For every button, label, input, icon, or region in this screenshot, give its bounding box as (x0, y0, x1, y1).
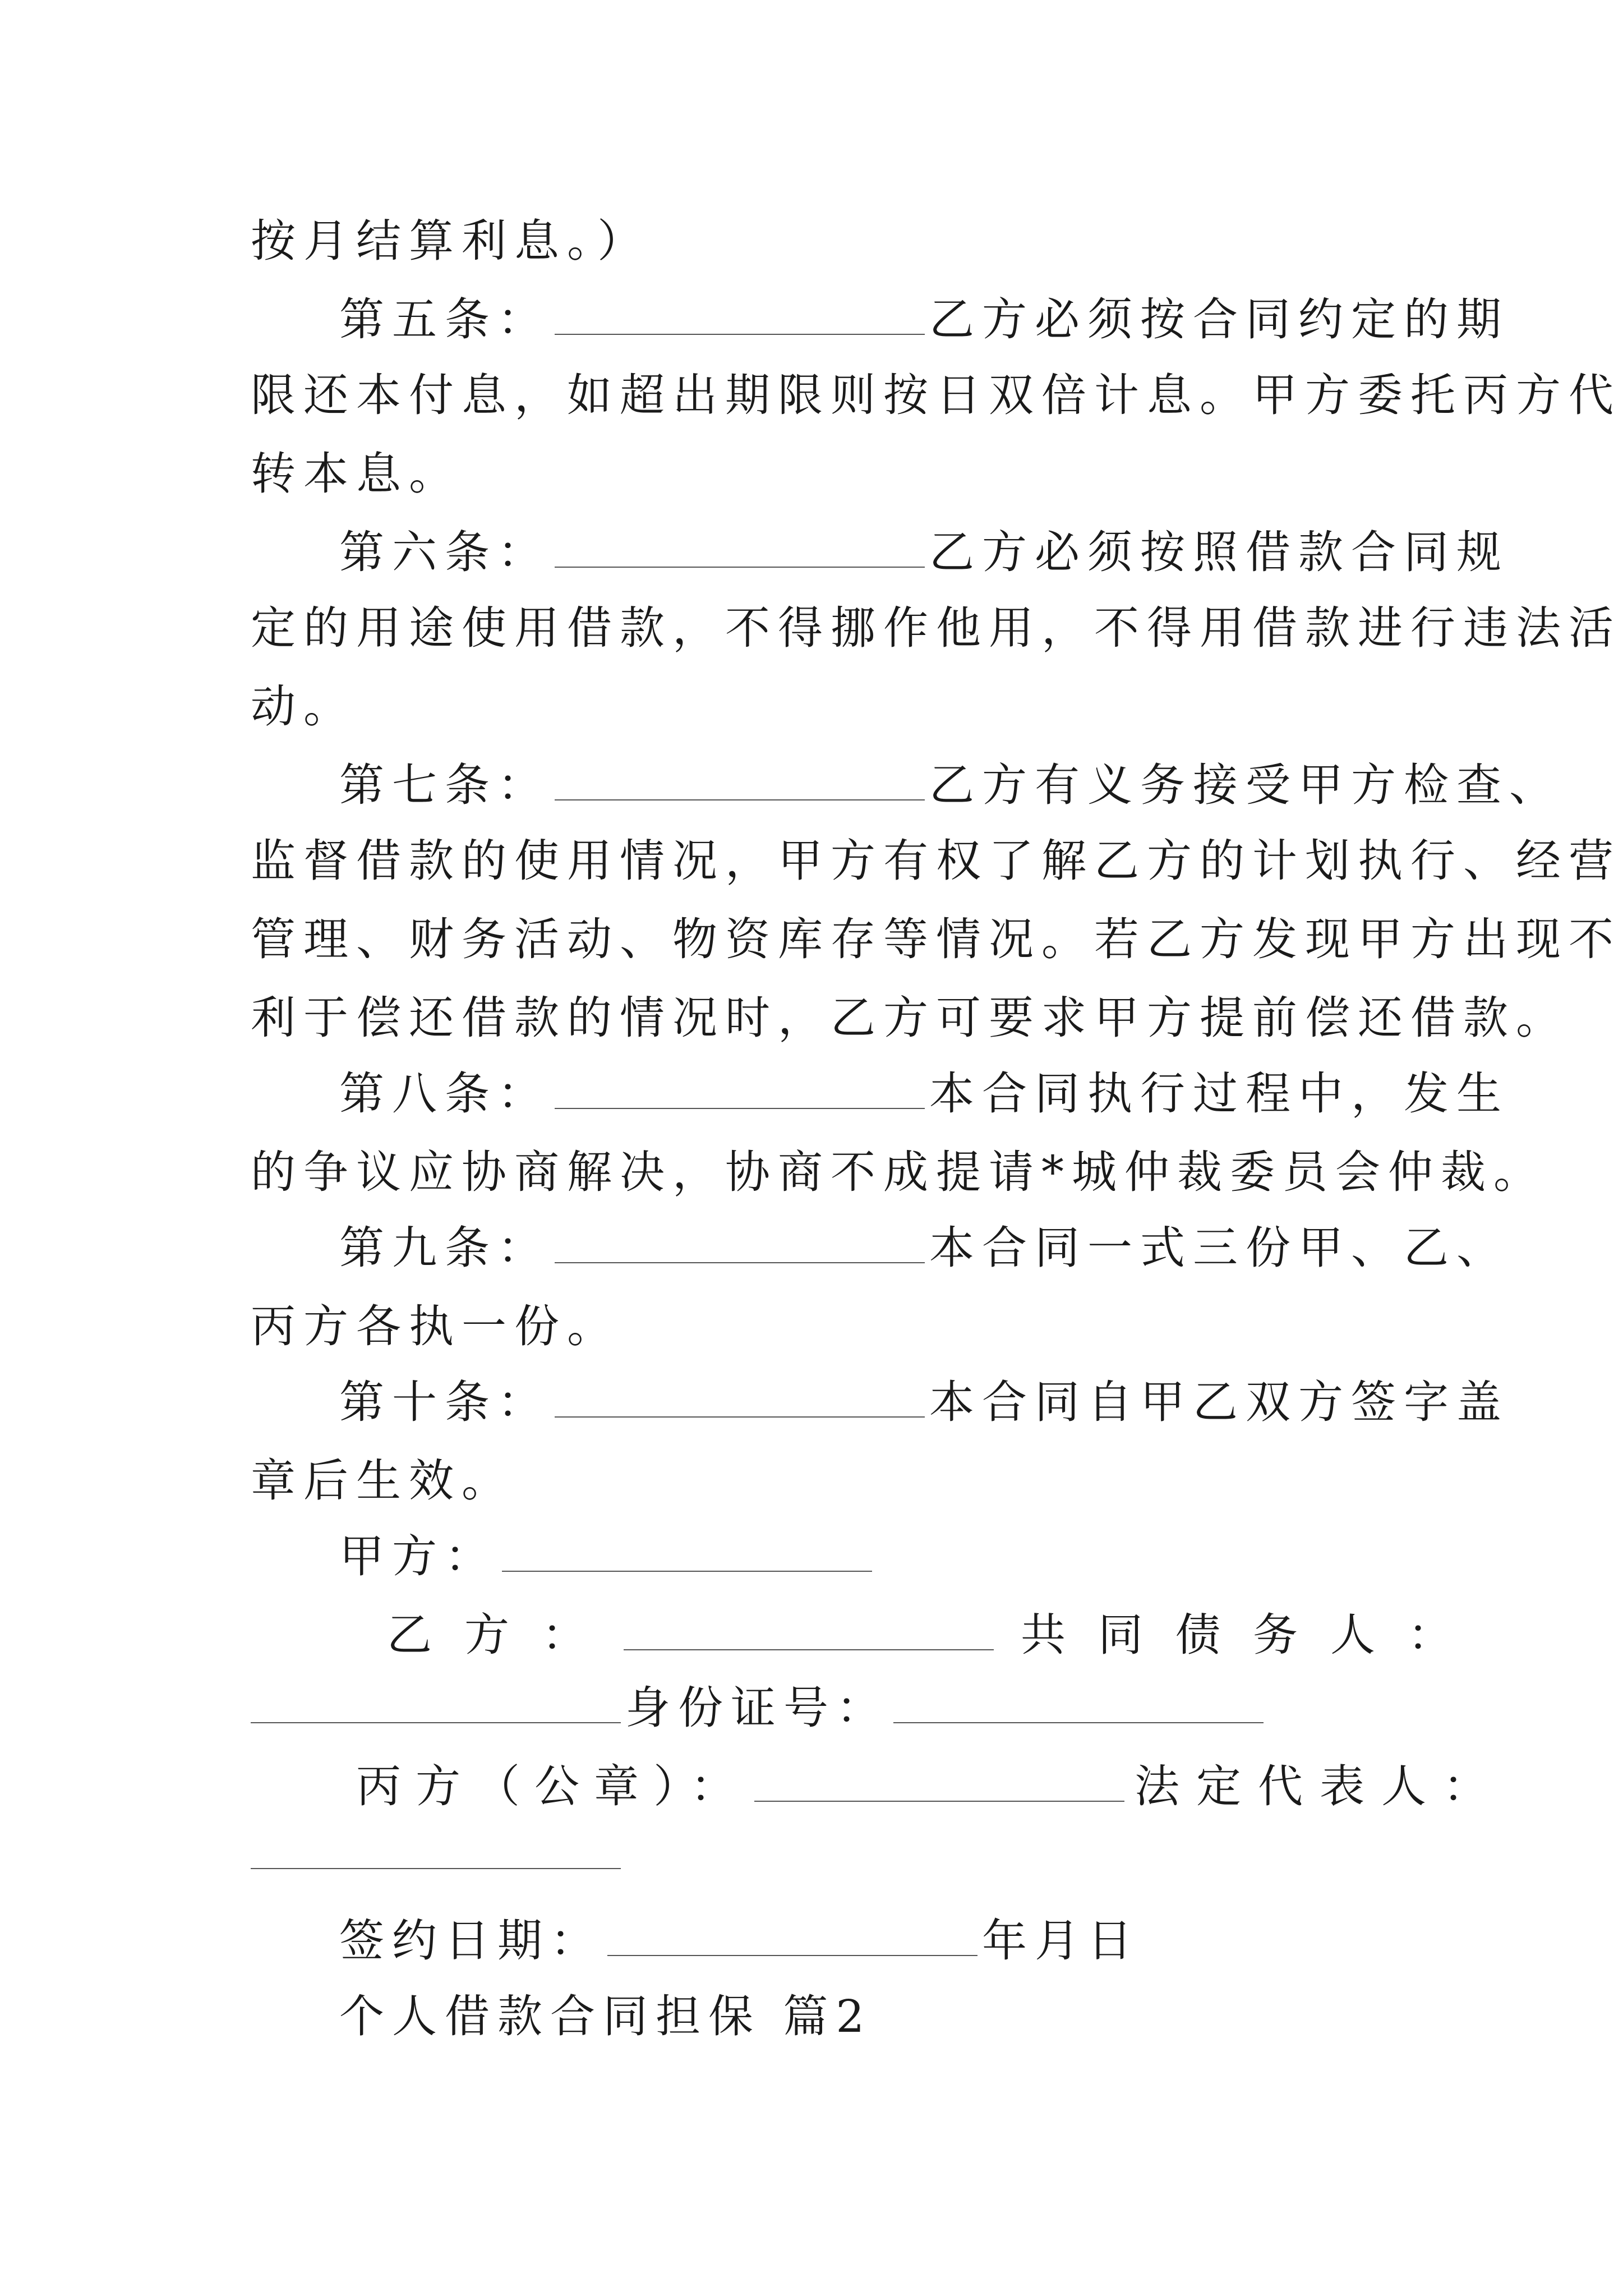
blank-line (555, 527, 925, 568)
blank-line (893, 1683, 1264, 1723)
text-line: 章后生效。 (251, 1455, 514, 1507)
blank-line (502, 1531, 872, 1572)
blank-line (607, 1916, 978, 1956)
text-line: 限还本付息，如超出期限则按日双倍计息。甲方委托丙方代 (251, 369, 1621, 421)
representative-blank (251, 1826, 625, 1882)
text-line: 动。 (251, 680, 356, 733)
blank-line (251, 1683, 621, 1723)
clause-8: 第八条： 本合同执行过程中，发生 (339, 1068, 1509, 1120)
text-line: 管理、财务活动、物资库存等情况。若乙方发现甲方出现不 (251, 913, 1621, 965)
party-c-signature: 丙方（公章）： 法定代表人： (356, 1760, 1505, 1812)
clause-9: 第九条： 本合同一式三份甲、乙、 (339, 1222, 1509, 1274)
text-line: 按月结算利息。） (251, 215, 650, 267)
text-line: 利于偿还借款的情况时，乙方可要求甲方提前偿还借款。 (251, 992, 1569, 1044)
clause-10: 第十条： 本合同自甲乙双方签字盖 (339, 1376, 1509, 1428)
clause-6: 第六条： 乙方必须按照借款合同规 (339, 526, 1509, 578)
blank-line (754, 1761, 1124, 1802)
signing-date: 签约日期： 年月日 (339, 1915, 1140, 1967)
clause-7: 第七条： 乙方有义务接受甲方检查、 (339, 759, 1562, 811)
blank-line (555, 760, 925, 800)
clause-5: 第五条： 乙方必须按合同约定的期 (339, 293, 1509, 346)
text-line: 丙方各执一份。 (251, 1300, 620, 1352)
section-heading: 个人借款合同担保 篇2 (339, 1990, 873, 2042)
blank-line (555, 1069, 925, 1109)
blank-line (555, 295, 925, 335)
party-a-signature: 甲方： (339, 1529, 877, 1585)
text-line: 转本息。 (251, 448, 462, 500)
text-line: 的争议应协商解决，协商不成提请*城仲裁委员会仲裁。 (251, 1146, 1546, 1198)
blank-line (624, 1610, 994, 1650)
blank-line (555, 1377, 925, 1418)
party-b-signature: 乙方： 共同债务人： (387, 1609, 1485, 1661)
blank-line (555, 1223, 925, 1263)
blank-line (251, 1829, 621, 1869)
id-number-line: 身份证号： (251, 1680, 1268, 1736)
text-line: 监督借款的使用情况，甲方有权了解乙方的计划执行、经营 (251, 835, 1621, 887)
text-line: 定的用途使用借款，不得挪作他用，不得用借款进行违法活 (251, 602, 1621, 654)
